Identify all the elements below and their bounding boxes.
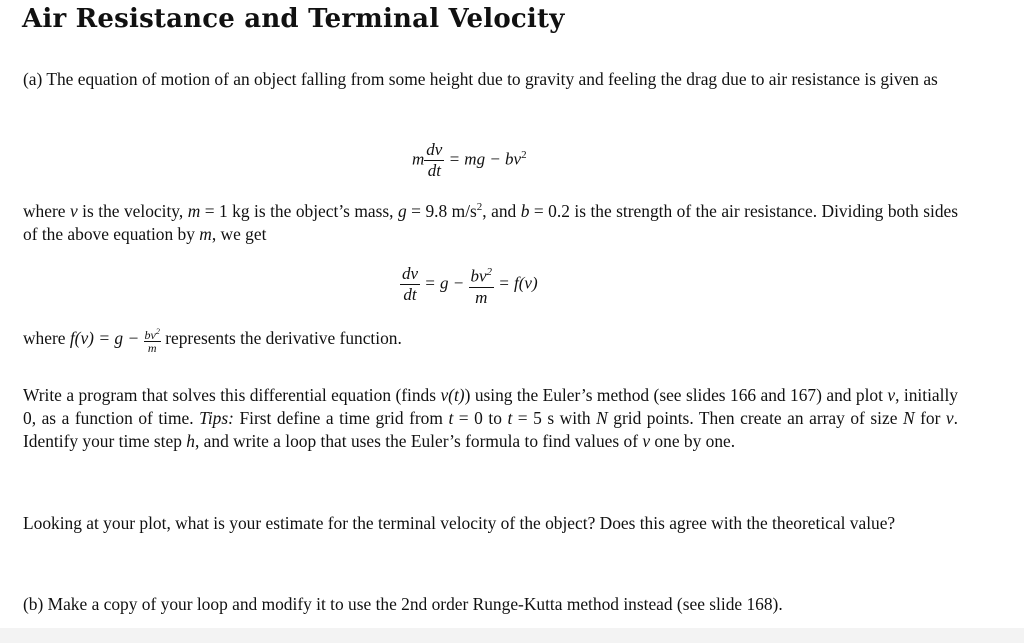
eq1-numerator: dv [426, 140, 443, 159]
page-title: Air Resistance and Terminal Velocity [22, 4, 565, 34]
w1-t3: = 1 kg is the object’s mass, [200, 200, 398, 221]
eq2-num2: bv [470, 266, 487, 286]
w1-t7: , we get [211, 223, 267, 244]
w1-t2: is the velocity, [77, 200, 188, 221]
task-t9: . Identify your time step [23, 408, 958, 451]
w1-m2: m [199, 223, 212, 244]
task-N2: N [902, 408, 915, 428]
eq2-rhs: = f(v) [498, 273, 538, 293]
part-b-paragraph: (b) Make a copy of your loop and modify it to use the 2nd order Runge-Kutta method instead (see slide 168). [23, 594, 783, 614]
task-vt: v(t) [440, 385, 465, 405]
eq2-mid: = g − [424, 273, 465, 293]
task-t1: Write a program that solves this differential equation (finds [23, 385, 441, 405]
task-t6: = 5 s with [512, 408, 597, 428]
eq2-den1: dt [403, 285, 417, 305]
task-paragraph [23, 384, 958, 453]
w1-g: g [398, 200, 407, 221]
task-tips: Tips: [199, 408, 234, 428]
eq1-exponent: 2 [521, 148, 527, 161]
w1-t1: where [23, 200, 70, 221]
task-v: v [887, 385, 896, 405]
task-v3: v [642, 431, 651, 451]
task-t11: one by one. [650, 431, 736, 451]
w1-b: b [520, 200, 530, 221]
task-t3: , initially 0, as a function of time. [23, 385, 958, 428]
w2-den: m [147, 341, 157, 355]
w2-exp: 2 [155, 327, 160, 336]
w1-v: v [69, 200, 78, 221]
bottom-strip [0, 628, 1024, 643]
task-t10: , and write a loop that uses the Euler’s formula to find values of [194, 431, 643, 451]
eq1-denominator: dt [427, 161, 441, 180]
task-t2: ) using the Euler’s method (see slides 166 and 167) and plot [464, 385, 888, 405]
w2-num: bv [144, 328, 156, 342]
task-t4: First define a time grid from [233, 408, 449, 428]
w1-t4: = 9.8 m/s [406, 200, 477, 221]
task-t0: t [448, 408, 454, 428]
eq2-den2: m [475, 287, 488, 307]
eq1-mass: m [412, 149, 425, 169]
derivative-function-paragraph [23, 326, 958, 354]
w1-t6: = 0.2 is the strength of the air resistance. Dividing both sides of the above equation by [23, 200, 959, 244]
task-t8: for [914, 408, 946, 428]
w2-fv: f(v) = g − [69, 328, 140, 348]
derivative-equation [400, 262, 538, 308]
task-v2: v [945, 408, 954, 428]
intro-paragraph: (a) The equation of motion of an object falling from some height due to gravity and feeling the drag due to air resistance is given as [23, 69, 938, 89]
task-t1v: t [507, 408, 513, 428]
task-t7: grid points. Then create an array of size [607, 408, 903, 428]
parameters-paragraph [23, 196, 958, 246]
task-N1: N [596, 408, 608, 428]
task-t5: = 0 to [453, 408, 508, 428]
w1-m: m [187, 200, 201, 221]
w1-t5: , and [482, 200, 521, 221]
equation-of-motion [412, 140, 527, 181]
eq2-exp: 2 [486, 266, 493, 278]
task-h: h [186, 431, 195, 451]
eq1-rhs: = mg − bv [448, 149, 522, 169]
question-paragraph: Looking at your plot, what is your estimate for the terminal velocity of the object? Does this agree with the theoretical value? [23, 513, 896, 533]
w1-sq: 2 [476, 201, 483, 213]
w2-t2: represents the derivative function. [160, 328, 402, 348]
w2-t1: where [23, 328, 70, 348]
eq2-num1: dv [402, 264, 419, 284]
